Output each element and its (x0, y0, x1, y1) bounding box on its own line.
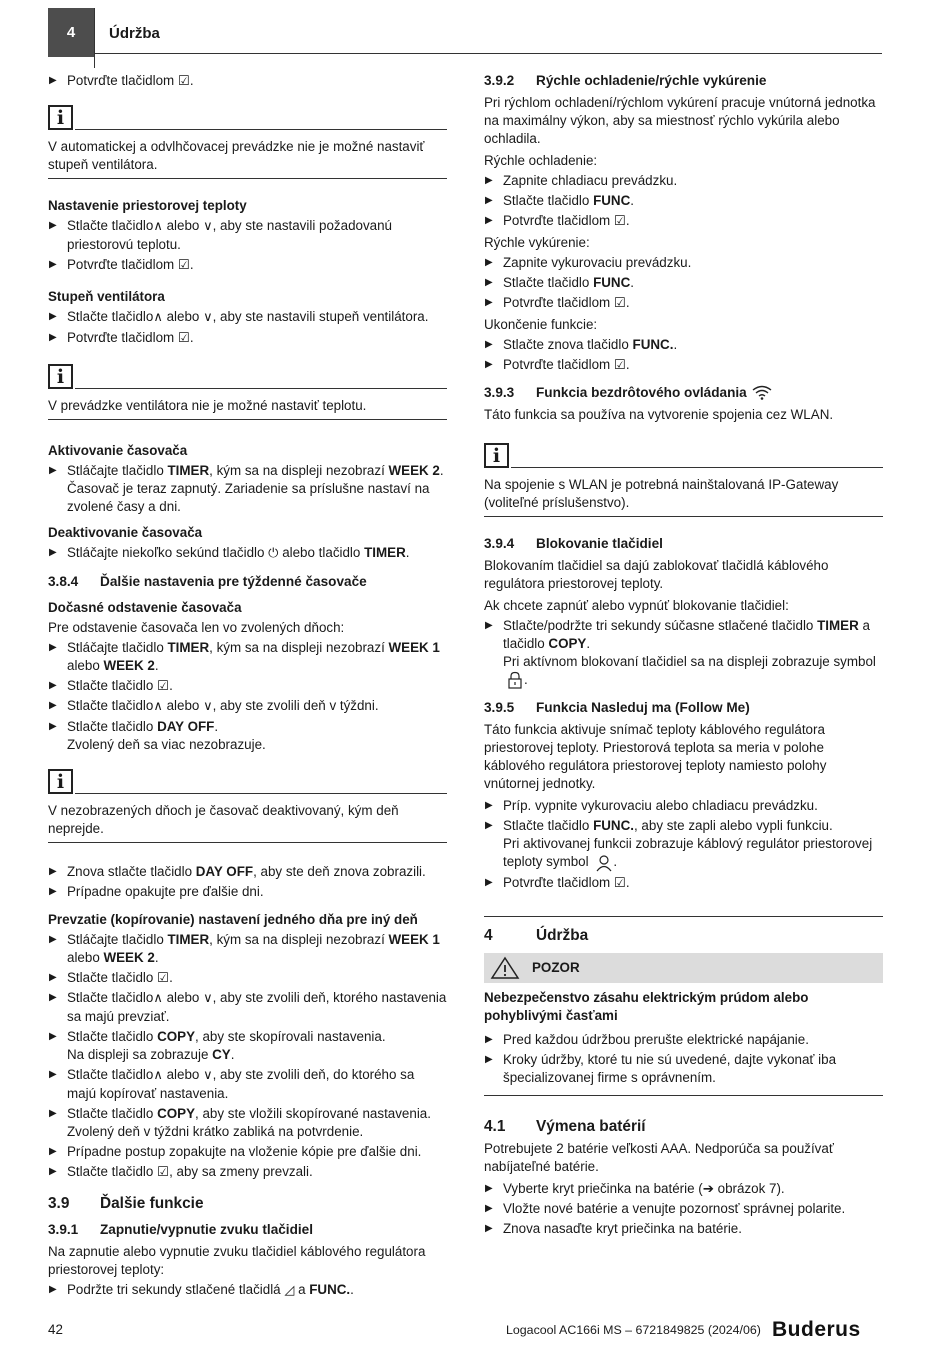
step: ▶ Vložte nové batérie a venujte pozornosť správnej polarite. (484, 1200, 883, 1218)
step: ▶ Stlačte tlačidlo COPY, aby ste vložili skopírované nastavenia. Zvolený deň v týždni krátko zabliká na potvrdenie. (48, 1105, 447, 1141)
info-text: V nezobrazených dňoch je časovač deaktivovaný, kým deň neprejde. (48, 803, 399, 836)
info-icon: i (48, 105, 73, 130)
info-box (484, 438, 883, 517)
info-icon: i (48, 769, 73, 794)
step: ▶ Potvrďte tlačidlom ☑. (48, 256, 447, 274)
paragraph: Pri rýchlom ochladení/rýchlom vykúrení pracuje vnútorná jednotka na maximálny výkon, aby sa miestnosť rýchlo vykúrila alebo ochladila. (484, 95, 876, 146)
warning-banner (484, 953, 883, 983)
info-text: V automatickej a odvlhčovacej prevádzke nie je možné nastaviť stupeň ventilátora. (48, 139, 425, 172)
header-rule (94, 53, 882, 54)
paragraph: Rýchle vykúrenie: (484, 235, 590, 250)
chapter-title: Údržba (109, 25, 160, 42)
step: ▶ Stlačte tlačidlo DAY OFF. Zvolený deň sa viac nezobrazuje. (48, 718, 447, 754)
paragraph: Pre odstavenie časovača len vo zvolených dňoch: (48, 620, 345, 635)
step: ▶ Stlačte tlačidlo∧ alebo ∨, aby ste nastavili stupeň ventilátora. (48, 308, 447, 327)
step: ▶ Stláčajte tlačidlo TIMER, kým sa na displeji nezobrazí WEEK 2. Časovač je teraz zapnutý. Zariadenie sa príslušne nastaví na zvolené časy a dni. (48, 462, 447, 516)
step: ▶ Stlačte tlačidlo∧ alebo ∨, aby ste zvolili deň, do ktorého sa majú kopírovať nastavenia. (48, 1066, 447, 1103)
step: ▶ Stlačte tlačidlo FUNC., aby ste zapli alebo vypli funkciu. Pri aktivovanej funkcii zobrazuje káblový regulátor priestorovej teploty symbol . (484, 817, 883, 871)
document-id: Logacool AC166i MS – 6721849825 (2024/06) (506, 1323, 761, 1337)
step: ▶ Stlačte tlačidlo ☑. (48, 969, 447, 987)
chevron-down-icon: ∨ (203, 991, 213, 1006)
step: ▶ Stlačte tlačidlo ☑. (48, 677, 447, 695)
paragraph: Rýchle ochladenie: (484, 153, 598, 168)
paragraph: Na zapnutie alebo vypnutie zvuku tlačidiel káblového regulátora priestorovej teploty: (48, 1244, 426, 1277)
subsection-heading: 3.8.4 Ďalšie nastavenia pre týždenné časovače (48, 574, 367, 589)
warning-icon (490, 956, 520, 980)
section-title: 3.9 Ďalšie funkcie (48, 1195, 204, 1212)
step: ▶ Potvrďte tlačidlom ☑. (484, 874, 883, 892)
paragraph: Ak chcete zapnúť alebo vypnúť blokovanie tlačidiel: (484, 598, 789, 613)
chevron-up-icon: ∧ (153, 1068, 163, 1083)
step: ▶ Zapnite chladiacu prevádzku. (484, 172, 883, 190)
chevron-up-icon: ∧ (153, 991, 163, 1006)
subsection-heading: 3.9.3 Funkcia bezdrôtového ovládania (484, 384, 883, 402)
info-box (48, 100, 447, 179)
info-text: Na spojenie s WLAN je potrebná nainštalovaná IP-Gateway (voliteľné príslušenstvo). (484, 477, 839, 510)
step: ▶ Potvrďte tlačidlom ☑. (484, 294, 883, 312)
paragraph: Táto funkcia aktivuje snímač teploty káblového regulátora priestorovej teploty. Priestorová teplota sa meria v polohe káblového regulátora priestorovej teploty namiesto polohy vnútornej jednotky. (484, 722, 827, 792)
step: ▶ Vyberte kryt priečinka na batérie (➔ obrázok 7). (484, 1180, 883, 1198)
paragraph: Potrebujete 2 batérie veľkosti AAA. Nedporúča sa používať nabíjateľné batérie. (484, 1140, 834, 1174)
brand-logo: Buderus (772, 1318, 861, 1341)
section-heading: Stupeň ventilátora (48, 289, 165, 304)
right-column (484, 72, 883, 1240)
step: ▶ Stlačte tlačidlo ☑, aby sa zmeny prevzali. (48, 1163, 447, 1181)
chevron-down-icon: ∨ (203, 310, 213, 325)
step: ▶ Stláčajte tlačidlo TIMER, kým sa na displeji nezobrazí WEEK 1 alebo WEEK 2. (48, 639, 447, 675)
warning-body (484, 989, 883, 1096)
page-number: 42 (48, 1322, 63, 1337)
info-box (48, 764, 447, 843)
chapter-rule (484, 916, 883, 917)
header-divider (94, 8, 95, 68)
paragraph: Táto funkcia sa používa na vytvorenie spojenia cez WLAN. (484, 407, 834, 422)
sound-key-icon: ◿ (284, 1283, 295, 1298)
step: ▶ Potvrďte tlačidlom ☑. (484, 212, 883, 230)
step: ▶ Stlačte/podržte tri sekundy súčasne stlačené tlačidlo TIMER a tlačidlo COPY. Pri aktívnom blokovaní tlačidiel sa na displeji zobrazuje symbol . (484, 617, 883, 689)
chapter-number: 4 (66, 24, 76, 41)
step: ▶ Stláčajte niekoľko sekúnd tlačidlo ⏻ alebo tlačidlo TIMER. (48, 544, 447, 563)
chevron-up-icon: ∧ (153, 310, 163, 325)
warning-label: POZOR (532, 959, 580, 975)
chevron-down-icon: ∨ (203, 699, 213, 714)
chevron-up-icon: ∧ (153, 699, 163, 714)
step: ▶ Stláčajte tlačidlo TIMER, kým sa na displeji nezobrazí WEEK 1 alebo WEEK 2. (48, 931, 447, 967)
section-heading: Nastavenie priestorovej teploty (48, 198, 247, 213)
person-icon (595, 854, 613, 872)
section-heading: Dočasné odstavenie časovača (48, 600, 242, 615)
left-column (48, 72, 447, 1302)
step: ▶ Znova nasaďte kryt priečinka na batérie. (484, 1220, 883, 1238)
power-icon: ⏻ (268, 546, 279, 561)
step: ▶ Znova stlačte tlačidlo DAY OFF, aby ste deň znova zobrazili. (48, 863, 447, 881)
step: ▶ Stlačte tlačidlo FUNC. (484, 274, 883, 292)
chapter-tab (48, 8, 94, 57)
chevron-down-icon: ∨ (203, 219, 213, 234)
step: ▶ Stlačte tlačidlo COPY, aby ste skopírovali nastavenia. Na displeji sa zobrazuje CY. (48, 1028, 447, 1064)
step: ▶ Stlačte znova tlačidlo FUNC.. (484, 336, 883, 354)
section-heading: Prevzatie (kopírovanie) nastavení jedného dňa pre iný deň (48, 912, 418, 927)
lock-icon (506, 671, 524, 689)
chapter-heading: 4 Údržba (484, 926, 589, 944)
section-heading: Aktivovanie časovača (48, 443, 188, 458)
info-box (48, 359, 447, 420)
step: ▶ Podržte tri sekundy stlačené tlačidlá ◿ a FUNC.. (48, 1281, 447, 1300)
step: ▶ Prípadne opakujte pre ďalšie dni. (48, 883, 447, 901)
chevron-down-icon: ∨ (203, 1068, 213, 1083)
section-heading: Deaktivovanie časovača (48, 525, 203, 540)
step: ▶ Pred každou údržbou prerušte elektrické napájanie. (484, 1031, 883, 1049)
step: ▶ Príp. vypnite vykurovaciu alebo chladiacu prevádzku. (484, 797, 883, 815)
section-title: 4.1 Výmena batérií (484, 1117, 646, 1135)
subsection-heading: 3.9.4 Blokovanie tlačidiel (484, 536, 663, 551)
wifi-icon (751, 384, 773, 400)
step: ▶ Zapnite vykurovaciu prevádzku. (484, 254, 883, 272)
chevron-up-icon: ∧ (153, 219, 163, 234)
info-text: V prevádzke ventilátora nie je možné nastaviť teplotu. (48, 398, 367, 413)
step: ▶ Prípadne postup zopakujte na vloženie kópie pre ďalšie dni. (48, 1143, 447, 1161)
step: ▶ Potvrďte tlačidlom ☑. (484, 356, 883, 374)
step: ▶ Stlačte tlačidlo∧ alebo ∨, aby ste zvolili deň v týždni. (48, 697, 447, 716)
step: ▶ Stlačte tlačidlo∧ alebo ∨, aby ste nastavili požadovanú priestorovú teplotu. (48, 217, 447, 254)
subsection-heading: 3.9.5 Funkcia Nasleduj ma (Follow Me) (484, 700, 750, 716)
step: ▶ Potvrďte tlačidlom ☑. (48, 329, 447, 347)
step: ▶ Kroky údržby, ktoré tu nie sú uvedené, dajte vykonať iba špecializovanej firme s oprávnením. (484, 1051, 883, 1087)
warning-heading: Nebezpečenstvo zásahu elektrickým prúdom alebo pohyblivými časťami (484, 989, 809, 1023)
paragraph: Ukončenie funkcie: (484, 317, 598, 332)
step: ▶ Stlačte tlačidlo∧ alebo ∨, aby ste zvolili deň, ktorého nastavenia sa majú prevziať. (48, 989, 447, 1026)
step-confirm: ▶ Potvrďte tlačidlom ☑. (48, 72, 447, 90)
subsection-heading: 3.9.1 Zapnutie/vypnutie zvuku tlačidiel (48, 1222, 314, 1237)
info-icon: i (48, 364, 73, 389)
step: ▶ Stlačte tlačidlo FUNC. (484, 192, 883, 210)
info-icon: i (484, 443, 509, 468)
paragraph: Blokovaním tlačidiel sa dajú zablokovať tlačidlá káblového regulátora priestorovej teploty. (484, 558, 829, 591)
subsection-heading: 3.9.2 Rýchle ochladenie/rýchle vykúrenie (484, 73, 767, 88)
